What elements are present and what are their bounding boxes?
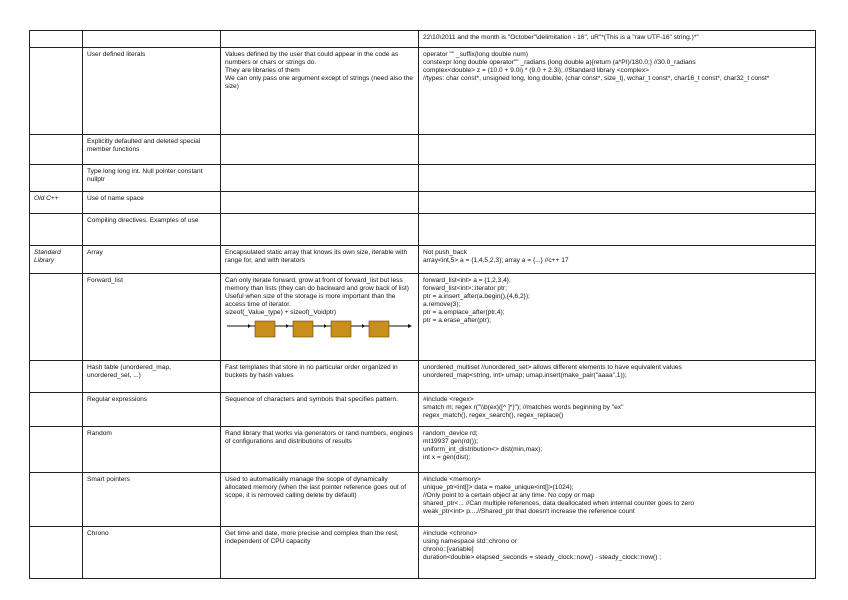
description-cell [221,31,419,48]
category-cell [30,393,83,427]
arrow-icon [362,324,365,328]
feature-cell [83,31,221,48]
arrow-icon [248,324,251,328]
feature-cell: Array [83,246,221,274]
example-cell: random_device rd; mt19937 gen(rd()); uniform_int_distribution<> dist(min,max); int x = gen(dist); [419,427,816,473]
category-cell [30,527,83,579]
feature-cell: Compiling directives. Examples of use [83,214,221,246]
description-cell [221,135,419,165]
table-row [30,473,816,527]
table-row [30,393,816,427]
list-node [255,321,275,337]
arrow-icon [324,324,327,328]
description-cell: Values defined by the user that could appear in the code as numbers or chars or strings do. They are libraries of them We can only pass one argument except of strings (need also the size) [221,48,419,135]
table-row [30,214,816,246]
category-cell [30,274,83,361]
example-cell: operator "" _suffix(long double num) constexpr long double operator"" _radians (long double a){return (a*PI)/180.0;} //30.0_radians complex<double> z = (10.0 + 9.0i) * (9.0 + 2.3i); //Standard library <complex> //types: char const*, unsigned long, long double, (char const*, size_t), wchar_t const*, char16_t const*, char32_t const* [419,48,816,135]
example-cell: #include <memory> unique_ptr<int[]> data = make_unique<int[]>(1024); //Only point to a certain object at any time. No copy or map shared_ptr<... //Can multiple references, data deallocated when internal counter goes to zero weak_ptr<int> p....//Shared_ptr that doesn't increase the reference count [419,473,816,527]
feature-cell: Use of name space [83,192,221,214]
arrow-icon [408,324,412,328]
description-cell [221,214,419,246]
table-row [30,48,816,135]
table-row [30,31,816,48]
description-cell: Encapsulated static array that knows its own size, iterable with range for, and with iterators [221,246,419,274]
table-row [30,527,816,579]
feature-cell: Hash table (unordered_map, unordered_set, ...) [83,361,221,393]
example-cell: forward_list<int> a = {1,2,3,4}; forward_list<int>::iterator ptr; ptr = a.insert_after(a.begin(),{4,6,2}); a.remove(3); ptr = a.emplace_after(ptr,4); ptr = a.erase_after(ptr); [419,274,816,361]
category-cell [30,427,83,473]
description-cell: Used to automatically manage the scope of dynamically allocated memory (when the last pointer reference goes out of scope, it is removed calling delete by default) [221,473,419,527]
feature-cell: Type long long int. Null pointer constant nullptr [83,165,221,192]
feature-cell: Regular expressions [83,393,221,427]
example-cell: 22\10\2011 and the month is "October"\delimitation - 16", uR"*(This is a "raw UTF-16" string.)*" [419,31,816,48]
cpp-features-table [29,30,816,579]
example-cell: #include <regex> smatch m; regex r("\\b(ex)([^ ]*)"); //matches words beginning by "ex" regex_match(), regex_search(), regex_replace() [419,393,816,427]
description-cell: Rand library that works via generators or rand numbers, engines of configurations and distributions of results [221,427,419,473]
feature-cell: Chrono [83,527,221,579]
category-cell [30,135,83,165]
forward-list-diagram [225,319,415,341]
table-row [30,427,816,473]
list-node [331,321,351,337]
example-cell: Not push_back array<int,5> a = {1,4,5,2,3}; array a = {...} //c++ 17 [419,246,816,274]
arrow-icon [286,324,289,328]
category-cell [30,48,83,135]
example-cell: unordered_multiset //unordered_set> allows different elements to have equivalent values unordered_map<string, int> umap; umap.insert(make_pair("aaaa",1)); [419,361,816,393]
table-row [30,135,816,165]
category-cell: Old C++ [30,192,83,214]
list-node [369,321,389,337]
category-cell [30,473,83,527]
example-cell [419,192,816,214]
feature-cell: Explicitly defaulted and deleted special member functions [83,135,221,165]
category-cell [30,361,83,393]
category-cell: Standard Library [30,246,83,274]
description-cell: Sequence of characters and symbols that specifies pattern. [221,393,419,427]
table-row [30,274,816,361]
feature-cell: Smart pointers [83,473,221,527]
table-row [30,192,816,214]
feature-cell: Random [83,427,221,473]
feature-cell: User defined literals [83,48,221,135]
category-cell [30,165,83,192]
example-cell [419,165,816,192]
description-cell: Fast templates that store in no particular order organized in buckets by hash values [221,361,419,393]
table-row [30,246,816,274]
table-row [30,165,816,192]
list-node [293,321,313,337]
description-cell: Can only iterate forward, grow at front of forward_list but less memory than lists (they can do backward and grow back of list) Useful when size of the storage is more important than the access time of iterator. sizeof(_Value_type) + sizeof(_Voidptr) [221,274,419,361]
category-cell [30,214,83,246]
description-cell [221,192,419,214]
description-cell: Get time and date, more precise and complex than the rest, independent of CPU capacity [221,527,419,579]
description-cell [221,165,419,192]
example-cell [419,135,816,165]
feature-cell: Forward_list [83,274,221,361]
example-cell: #include <chrono> using namespace std::chrono or chrono::[variable] duration<double> elapsed_seconds = steady_clock::now() - steady_clock::now() ; [419,527,816,579]
table-row [30,361,816,393]
example-cell [419,214,816,246]
category-cell [30,31,83,48]
